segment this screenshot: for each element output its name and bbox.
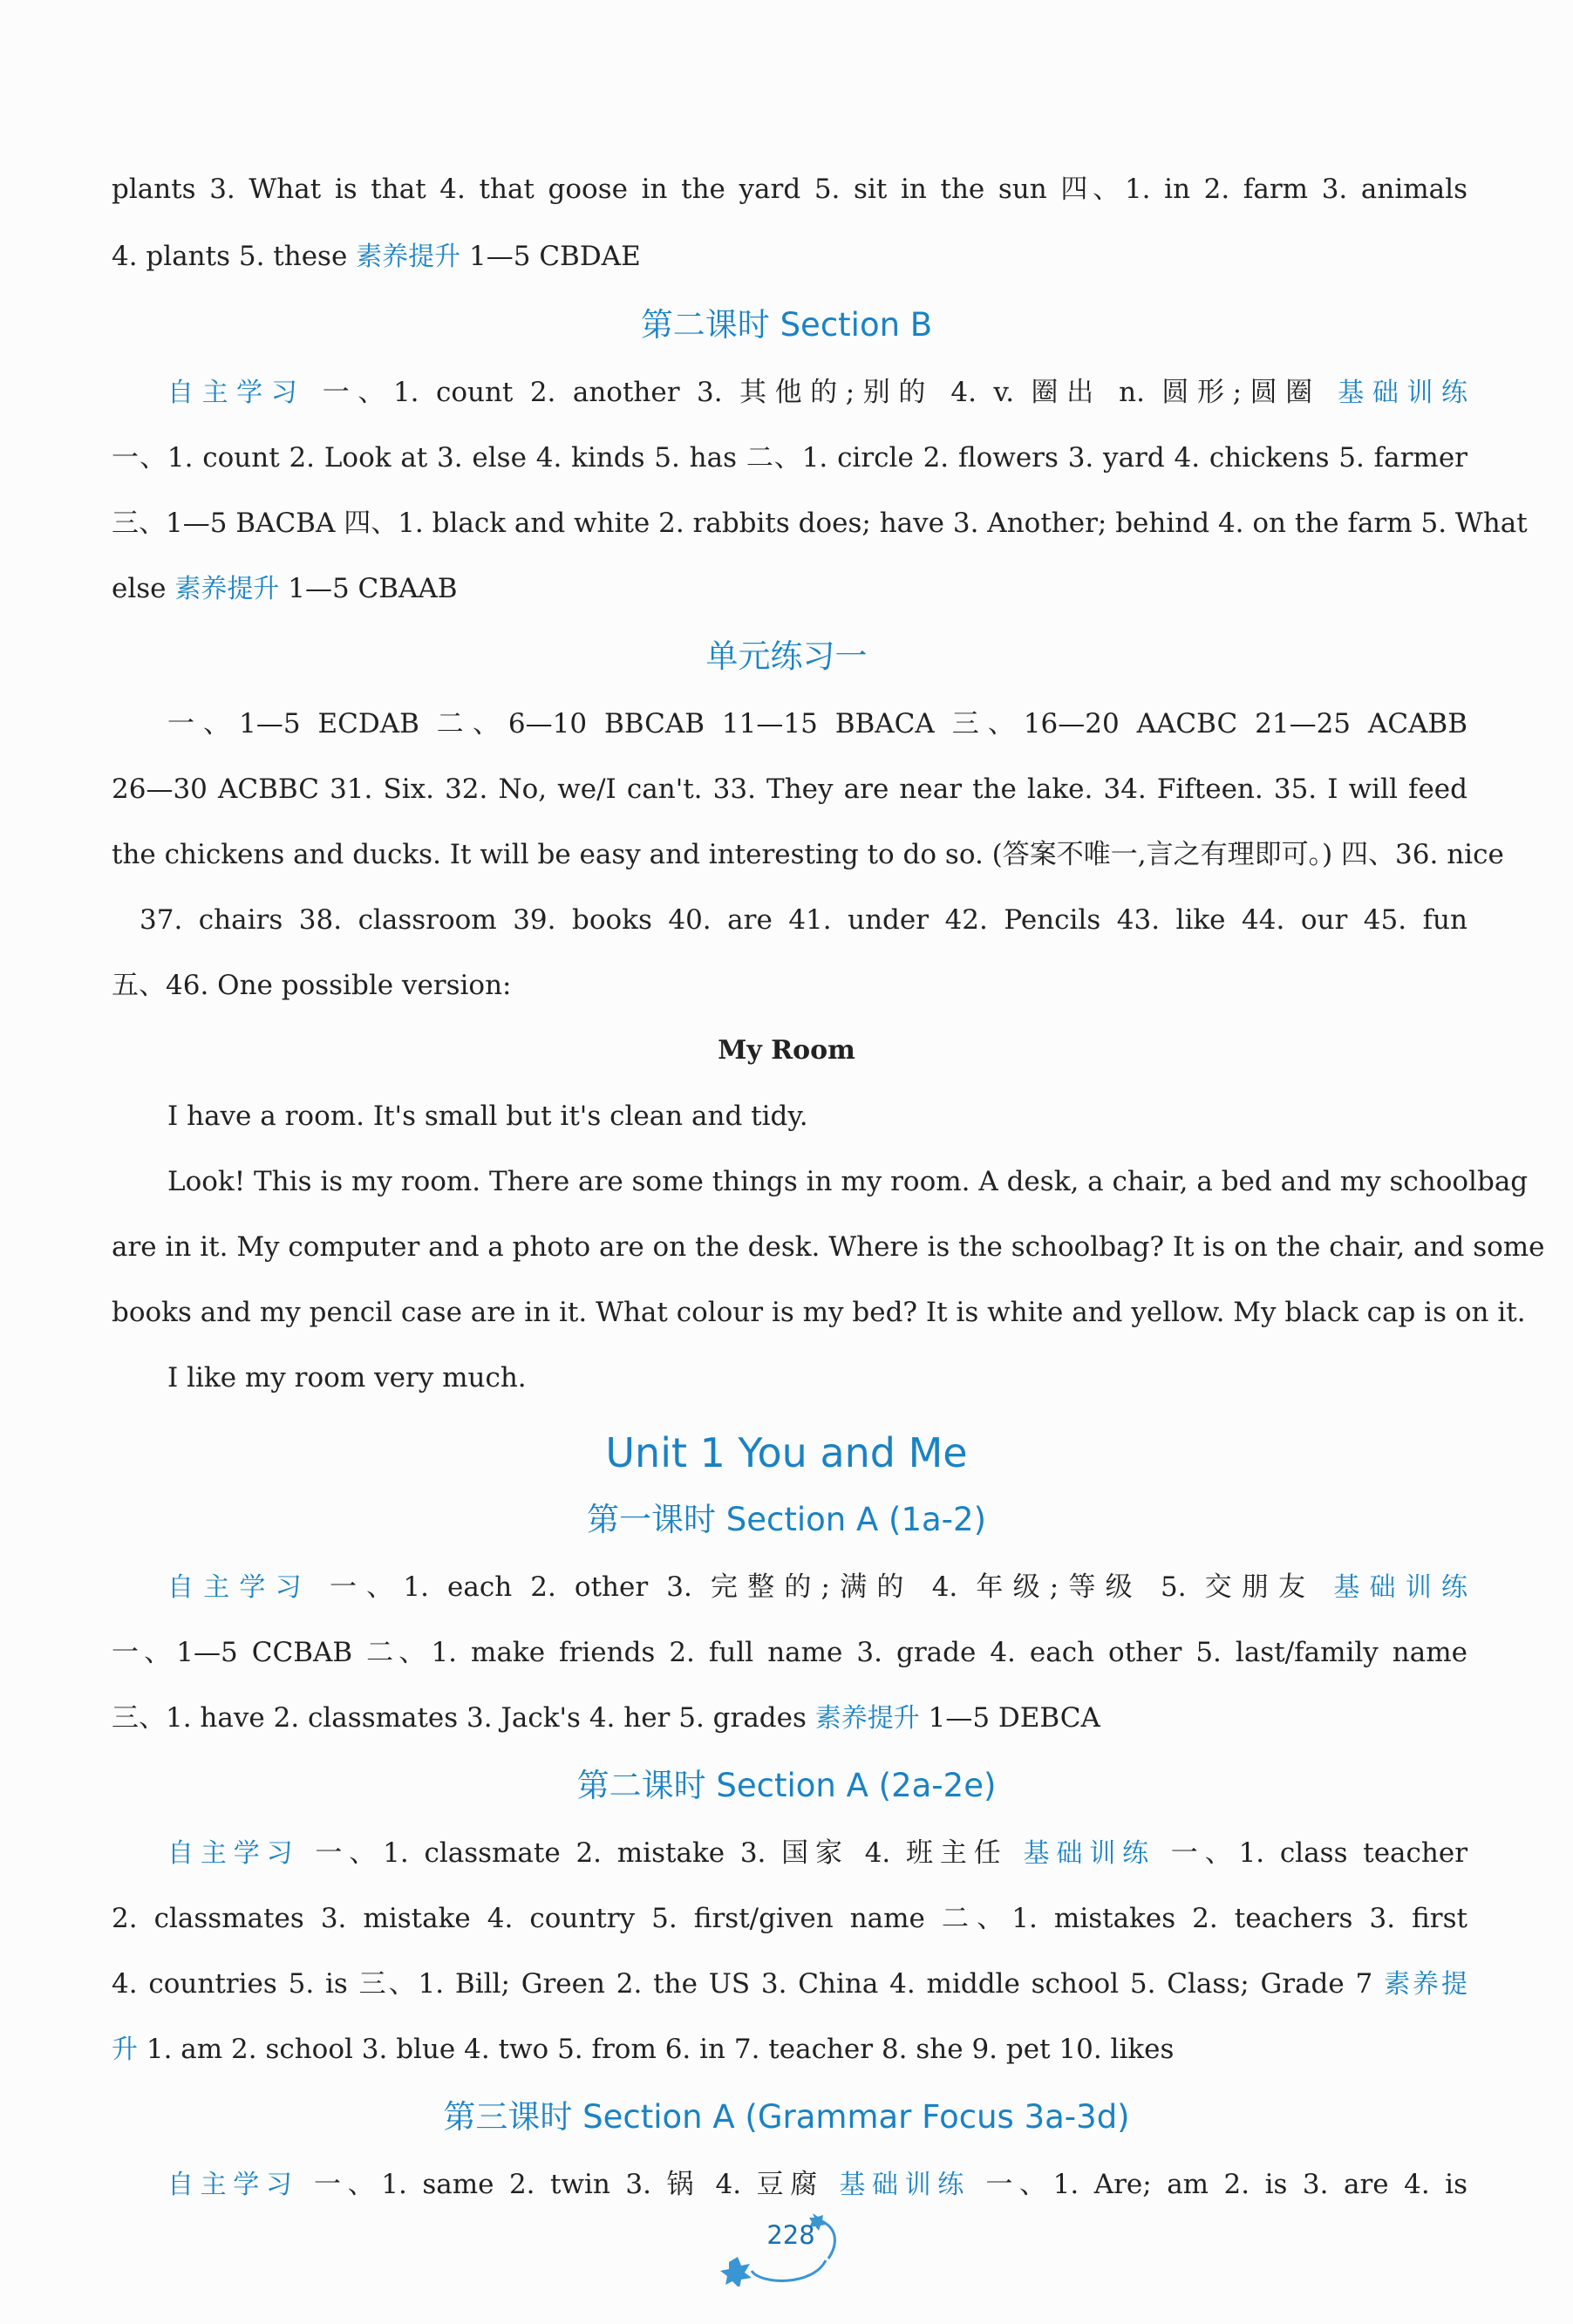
section-heading: 第二课时 Section B: [640, 306, 933, 344]
answer-line: [112, 966, 1467, 1005]
essay-title: My Room: [718, 1035, 855, 1066]
answer-text: 五、46. One possible version:: [112, 970, 512, 1001]
section-tag: 基础训练: [839, 2170, 970, 2200]
answer-text: 三、1. have 2. classmates 3. Jack's 4. her 5. grades: [112, 1702, 815, 1734]
section-tag: 素养提: [1384, 1969, 1468, 2000]
answer-line: [112, 1633, 1467, 1672]
section-tag: 基础训练: [1338, 378, 1467, 408]
section-tag: 基础训练: [1023, 1838, 1156, 1869]
answer-text: are in it. My computer and a photo are on the desk. Where is the schoolbag? It is on the chair, and some: [112, 1231, 1545, 1263]
section-tag: 自主学习: [167, 2170, 299, 2200]
answer-text: 一、1—5 ECDAB 二、6—10 BBCAB 11—15 BBACA 三、16—20 AACBC 21—25 ACABB: [167, 708, 1467, 739]
answer-text: 一、1. count 2. Look at 3. else 4. kinds 5. has 二、1. circle 2. flowers 3. yard 4. chickens 5. farmer: [112, 442, 1467, 474]
answer-line: [167, 1359, 1467, 1397]
answer-text: 一、1—5 CCBAB 二、1. make friends 2. full name 3. grade 4. each other 5. last/family name: [112, 1637, 1467, 1668]
answer-text: I have a room. It's small but it's clean and tidy.: [167, 1101, 808, 1132]
section-heading: 第二课时 Section A (2a-2e): [576, 1767, 997, 1804]
answer-line: [112, 770, 1467, 808]
answer-line: [167, 1834, 1467, 1873]
answer-line: [112, 1228, 1545, 1266]
answer-line: [112, 1899, 1467, 1938]
section-tag: 自主学习: [167, 1572, 311, 1603]
answer-line: [112, 2030, 1467, 2069]
answer-text: books and my pencil case are in it. What colour is my bed? It is white and yellow. My black cap is on it.: [112, 1297, 1526, 1328]
answer-line: [112, 237, 1467, 276]
section-tag: 基础训练: [1333, 1572, 1467, 1603]
answer-text: 4. countries 5. is 三、1. Bill; Green 2. the US 3. China 4. middle school 5. Class; Grade 7: [112, 1968, 1385, 2000]
section-tag: 升: [112, 2034, 138, 2065]
answer-text: 1. am 2. school 3. blue 4. two 5. from 6. in 7. teacher 8. she 9. pet 10. likes: [138, 2034, 1175, 2065]
answer-line: [167, 1097, 1467, 1135]
section-heading: Unit 1 You and Me: [605, 1429, 968, 1476]
answer-line: [112, 569, 1467, 609]
answer-text: 1—5 DEBCA: [919, 1702, 1100, 1734]
section-tag: 自主学习: [167, 1838, 300, 1869]
answer-line: [167, 1162, 1529, 1201]
answer-line: [112, 1965, 1467, 2004]
answer-text: 26—30 ACBBC 31. Six. 32. No, we/I can't. 33. They are near the lake. 34. Fifteen. 35. I will feed: [112, 774, 1467, 805]
page-number: 228: [766, 2220, 815, 2250]
answer-text: 一、1. Are; am 2. is 3. are 4. is: [970, 2169, 1468, 2200]
page-number-badge: [717, 2208, 856, 2287]
answer-line: [112, 439, 1467, 477]
answer-line: [167, 705, 1467, 743]
answer-text: else: [112, 573, 175, 604]
answer-line: [112, 1699, 1467, 1738]
answer-text: 一、1. each 2. other 3. 完整的;满的 4. 年级;等级 5. 交朋友: [310, 1571, 1334, 1603]
section-tag: 素养提升: [174, 574, 280, 604]
answer-line: [112, 504, 1528, 542]
section-heading: 第三课时 Section A (Grammar Focus 3a-3d): [443, 2098, 1130, 2136]
answer-text: 一、1. count 2. another 3. 其他的;别的 4. v. 圈出 n. 圆形;圆圈: [305, 377, 1338, 408]
answer-text: the chickens and ducks. It will be easy and interesting to do so. (答案不唯一,言之有理即可。) 四、36. nice: [112, 839, 1504, 870]
section-heading: 第一课时 Section A (1a-2): [586, 1501, 987, 1538]
answer-text: 一、1. classmate 2. mistake 3. 国家 4. 班主任: [299, 1837, 1024, 1869]
answer-line: [140, 901, 1467, 939]
answer-line: [112, 170, 1467, 208]
answer-text: 一、1. class teacher: [1155, 1837, 1468, 1869]
section-heading: 单元练习一: [705, 637, 868, 675]
answer-line: [167, 2165, 1467, 2205]
answer-text: 2. classmates 3. mistake 4. country 5. first/given name 二、1. mistakes 2. teachers 3. first: [112, 1903, 1467, 1934]
answer-text: 一、1. same 2. twin 3. 锅 4. 豆腐: [298, 2169, 840, 2200]
section-tag: 素养提升: [356, 242, 461, 272]
answer-text: Look! This is my room. There are some things in my room. A desk, a chair, a bed and my schoolbag: [167, 1166, 1529, 1197]
answer-text: 1—5 CBDAE: [460, 241, 641, 272]
answer-line: [112, 1293, 1526, 1332]
answer-text: 4. plants 5. these: [112, 241, 357, 272]
section-tag: 自主学习: [167, 378, 306, 408]
answer-text: plants 3. What is that 4. that goose in the yard 5. sit in the sun 四、1. in 2. farm 3. animals: [112, 174, 1467, 205]
answer-line: [112, 835, 1504, 874]
answer-text: 三、1—5 BACBA 四、1. black and white 2. rabbits does; have 3. Another; behind 4. on the farm 5. What: [112, 508, 1528, 539]
answer-line: [167, 373, 1467, 412]
answer-line: [167, 1568, 1467, 1607]
section-tag: 素养提升: [814, 1703, 920, 1734]
answer-text: 1—5 CBAAB: [279, 573, 458, 604]
answer-text: 37. chairs 38. classroom 39. books 40. are 41. under 42. Pencils 43. like 44. our 45. fun: [140, 904, 1467, 936]
answer-text: I like my room very much.: [167, 1362, 527, 1394]
